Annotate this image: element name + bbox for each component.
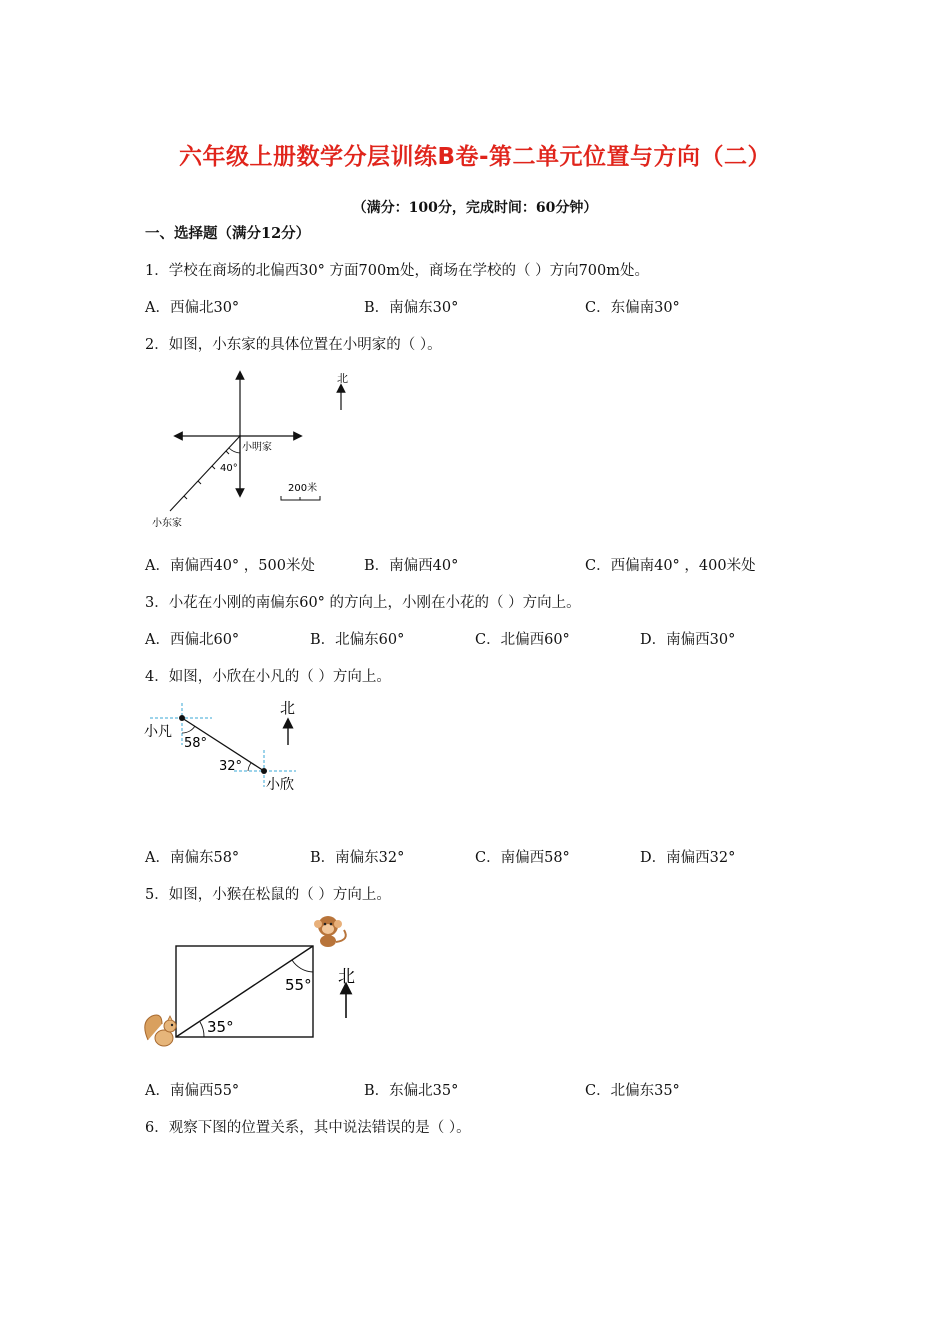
q2-north-label: 北 — [337, 372, 348, 385]
section-heading: 一、选择题（满分12分） — [145, 225, 311, 242]
q4-option-a[interactable]: A．南偏东58° — [145, 850, 240, 866]
q2-option-c[interactable]: C．西偏南40° ，400米处 — [585, 558, 756, 574]
q4-north-label: 北 — [280, 699, 296, 717]
question-4: 4．如图，小欣在小凡的（ ）方向上。 — [145, 669, 391, 685]
q5-option-c[interactable]: C．北偏东35° — [585, 1083, 680, 1099]
q3-option-a[interactable]: A．西偏北60° — [145, 632, 240, 648]
q5-option-a[interactable]: A．南偏西55° — [145, 1083, 240, 1099]
q4-angle-58: 58° — [184, 736, 208, 751]
q2-option-b[interactable]: B．南偏西40° — [364, 558, 459, 574]
q5-angle-35: 35° — [207, 1018, 234, 1036]
q2-angle-label: 40° — [220, 463, 238, 474]
q3-option-b[interactable]: B．北偏东60° — [310, 632, 405, 648]
question-3: 3．小花在小刚的南偏东60° 的方向上，小刚在小花的（ ）方向上。 — [145, 595, 581, 611]
q5-option-b[interactable]: B．东偏北35° — [364, 1083, 459, 1099]
q4-option-c[interactable]: C．南偏西58° — [475, 850, 570, 866]
question-1: 1．学校在商场的北偏西30° 方面700m处，商场在学校的（ ）方向700m处。 — [145, 263, 649, 279]
q1-option-a[interactable]: A．西偏北30° — [145, 300, 240, 316]
squirrel-icon — [145, 1015, 176, 1046]
q5-figure — [140, 912, 370, 1057]
q1-option-b[interactable]: B．南偏东30° — [364, 300, 459, 316]
q3-option-c[interactable]: C．北偏西60° — [475, 632, 570, 648]
page-subtitle: （满分：100分，完成时间：60分钟） — [352, 200, 598, 216]
scale-bar — [281, 496, 320, 500]
q2-scale-label: 200米 — [288, 483, 318, 494]
question-6: 6．观察下图的位置关系，其中说法错误的是（ ）。 — [145, 1120, 471, 1136]
q4-angle-32: 32° — [219, 759, 243, 774]
question-2: 2．如图，小东家的具体位置在小明家的（ ）。 — [145, 337, 442, 353]
q2-home-label: 小明家 — [242, 442, 272, 453]
q4-option-b[interactable]: B．南偏东32° — [310, 850, 405, 866]
q4-label-b: 小欣 — [266, 777, 294, 793]
q2-target-label: 小东家 — [152, 518, 182, 529]
q1-option-c[interactable]: C．东偏南30° — [585, 300, 680, 316]
q2-figure — [140, 365, 370, 535]
question-5: 5．如图，小猴在松鼠的（ ）方向上。 — [145, 887, 391, 903]
page-title: 六年级上册数学分层训练B卷-第二单元位置与方向（二） — [178, 144, 772, 170]
q5-angle-55: 55° — [285, 976, 312, 994]
q3-option-d[interactable]: D．南偏西30° — [640, 632, 736, 648]
q4-label-a: 小凡 — [144, 724, 172, 740]
monkey-icon — [314, 916, 346, 947]
q4-figure — [140, 695, 320, 800]
q2-option-a[interactable]: A．南偏西40° ，500米处 — [145, 558, 315, 574]
q4-option-d[interactable]: D．南偏西32° — [640, 850, 736, 866]
q5-north-label: 北 — [338, 967, 355, 987]
